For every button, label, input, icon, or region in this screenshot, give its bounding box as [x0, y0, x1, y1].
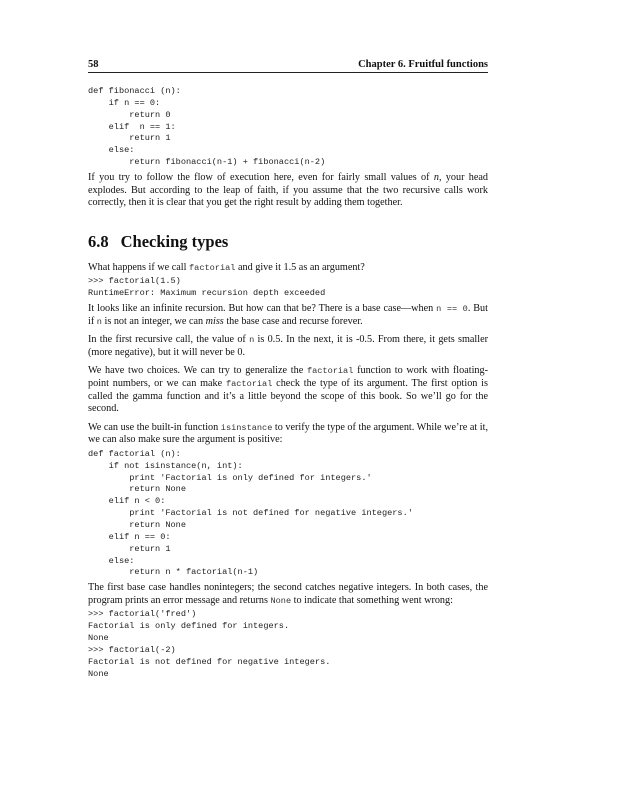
- paragraph-isinstance: We can use the built-in function isinstance to verify the type of the argument. While we’re at it, we can also make sure the argument is positive:: [88, 421, 488, 446]
- inline-code: isinstance: [220, 422, 273, 433]
- chapter-title: Chapter 6. Fruitful functions: [358, 59, 488, 70]
- paragraph-first-recursive-call: In the first recursive call, the value of n is 0.5. In the next, it is -0.5. From there, it gets smaller (more negative), but it will never be 0.: [88, 334, 489, 358]
- inline-code: n == 0: [436, 303, 468, 314]
- code-session: >>> factorial('fred') Factorial is only defined for integers. None >>> factorial(-2) Factorial is not defined for negative integers. None: [88, 609, 331, 679]
- inline-code: n: [96, 316, 102, 327]
- section-title: Checking types: [120, 231, 229, 251]
- paragraph-leap-of-faith: If you try to follow the flow of execution here, even for fairly small values of n, your head explodes. But according to the leap of faith, if you assume that the two recursive calls work correctly, then it is clear that you get the right result by adding them together.: [88, 171, 489, 209]
- inline-code: None: [270, 595, 292, 606]
- inline-code: factorial: [225, 378, 273, 389]
- inline-code: factorial: [306, 366, 354, 377]
- header-rule: [88, 72, 488, 73]
- code-factorial: def factorial (n): if not isinstance(n, int): print 'Factorial is only defined for integers.' return None elif n < 0: print 'Factorial is not defined for negative integers.' return None elif n == 0: return 1 else: return n * factorial(n-1): [88, 448, 413, 578]
- page-number: 58: [88, 59, 99, 70]
- inline-var-n: n: [433, 171, 439, 183]
- emphasis-miss: miss: [205, 315, 224, 327]
- paragraph-two-choices: We have two choices. We can try to generalize the factorial function to work with floating-point numbers, or we can make factorial check the type of its argument. The first option is called the gamma function and it’s a little beyond the scope of this book. So we’ll go for the second.: [88, 365, 488, 415]
- code-fibonacci: def fibonacci (n): if n == 0: return 0 elif n == 1: return 1 else: return fibonacci(n-1) + fibonacci(n-2): [88, 86, 326, 168]
- paragraph-what-happens: What happens if we call factorial and give it 1.5 as an argument?: [88, 261, 365, 273]
- paragraph-infinite-recursion: It looks like an infinite recursion. But how can that be? There is a base case—when n == 0. But if n is not an integer, we can miss the base case and recurse forever.: [88, 302, 488, 327]
- inline-code: factorial: [189, 262, 236, 273]
- inline-code: n: [249, 335, 255, 346]
- section-heading: [88, 232, 488, 252]
- section-number: 6.8: [88, 231, 109, 251]
- page-body: [88, 86, 488, 680]
- paragraph-base-cases: The first base case handles nonintegers; the second catches negative integers. In both cases, the program prints an error message and returns None to indicate that something went wrong:: [88, 582, 488, 606]
- code-call-factorial: >>> factorial(1.5) RuntimeError: Maximum recursion depth exceeded: [88, 276, 326, 299]
